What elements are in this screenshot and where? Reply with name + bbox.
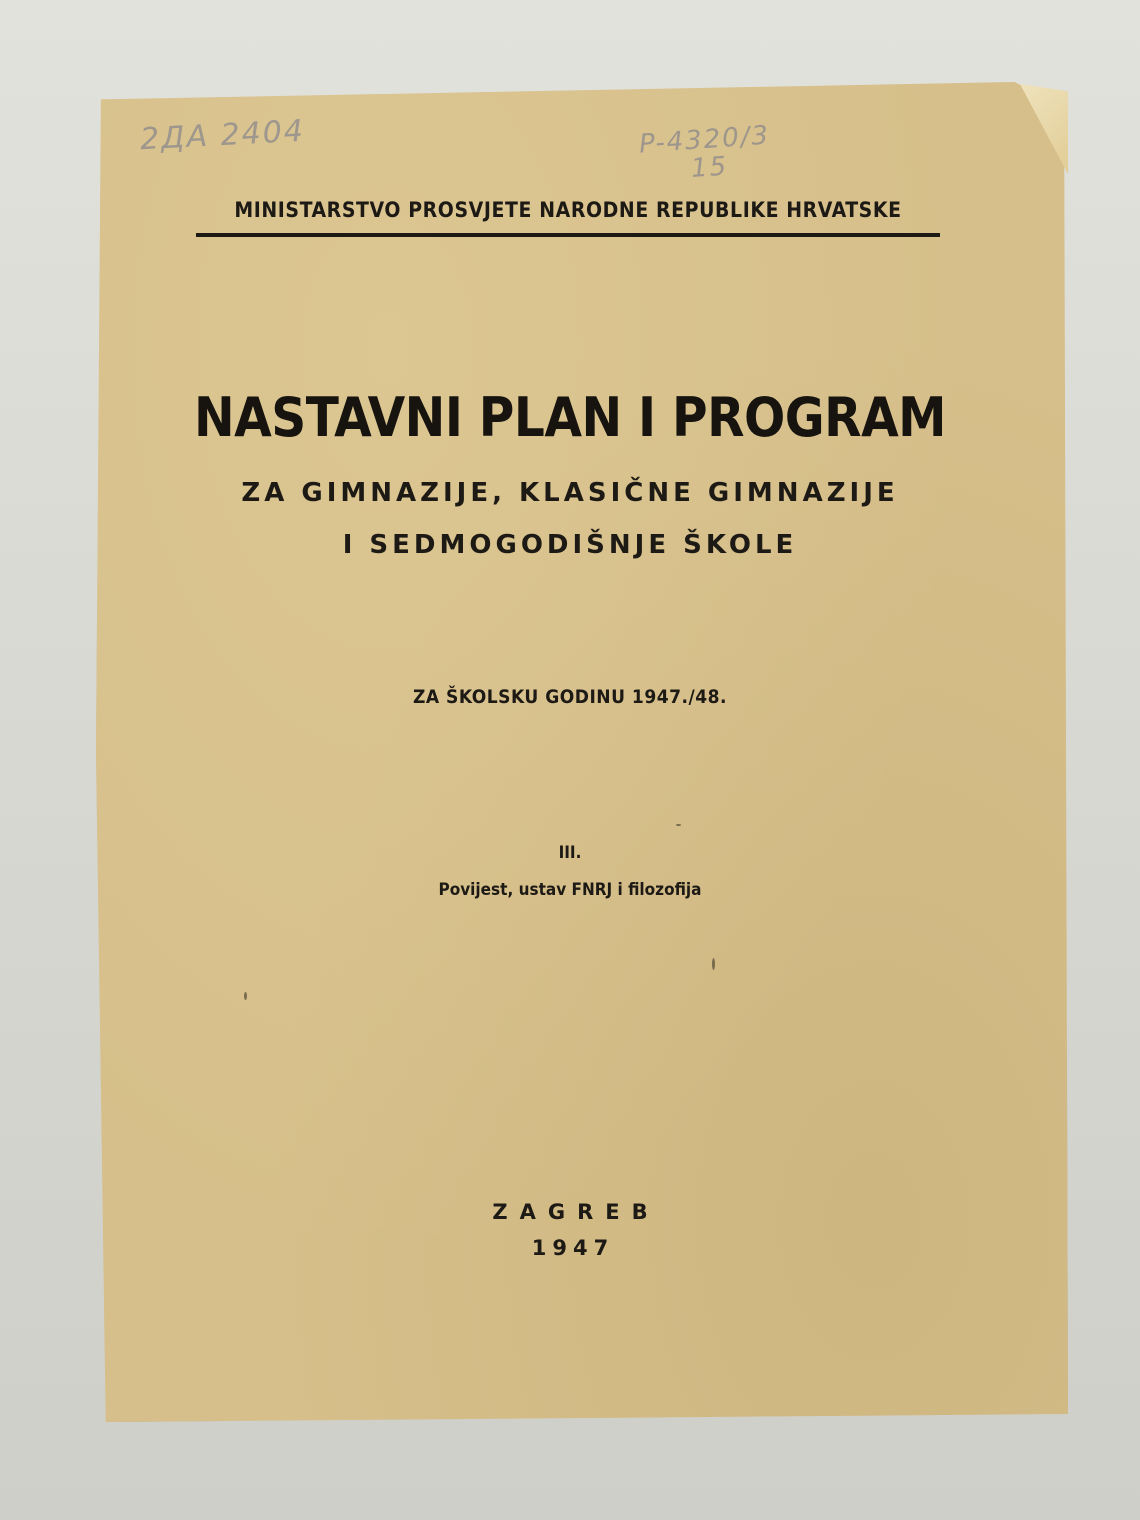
publication-place: ZAGREB — [492, 1200, 660, 1224]
paper-speck — [244, 992, 247, 1000]
main-title: NASTAVNI PLAN I PROGRAM — [193, 386, 947, 449]
school-year: ZA ŠKOLSKU GODINU 1947./48. — [412, 686, 728, 708]
pencil-note-right-line2: 15 — [689, 151, 730, 185]
publisher-line: MINISTARSTVO PROSVJETE NARODNE REPUBLIKE HRVATSKE — [234, 198, 902, 222]
subtitle-line1: ZA GIMNAZIJE, KLASIČNE GIMNAZIJE — [241, 478, 899, 508]
pencil-note-right — [638, 121, 773, 186]
pencil-note-left: 2ДА 2404 — [139, 113, 306, 158]
header-rule — [196, 233, 940, 237]
pencil-note-right-line1: P-4320/3 — [638, 120, 772, 160]
volume-title: Povijest, ustav FNRJ i filozofija — [438, 880, 702, 900]
volume-number: III. — [558, 843, 582, 863]
paper-speck — [712, 958, 715, 970]
subtitle-line2: I SEDMOGODIŠNJE ŠKOLE — [342, 530, 798, 560]
publication-year: 1947 — [531, 1236, 615, 1260]
paper-speck — [676, 824, 681, 826]
